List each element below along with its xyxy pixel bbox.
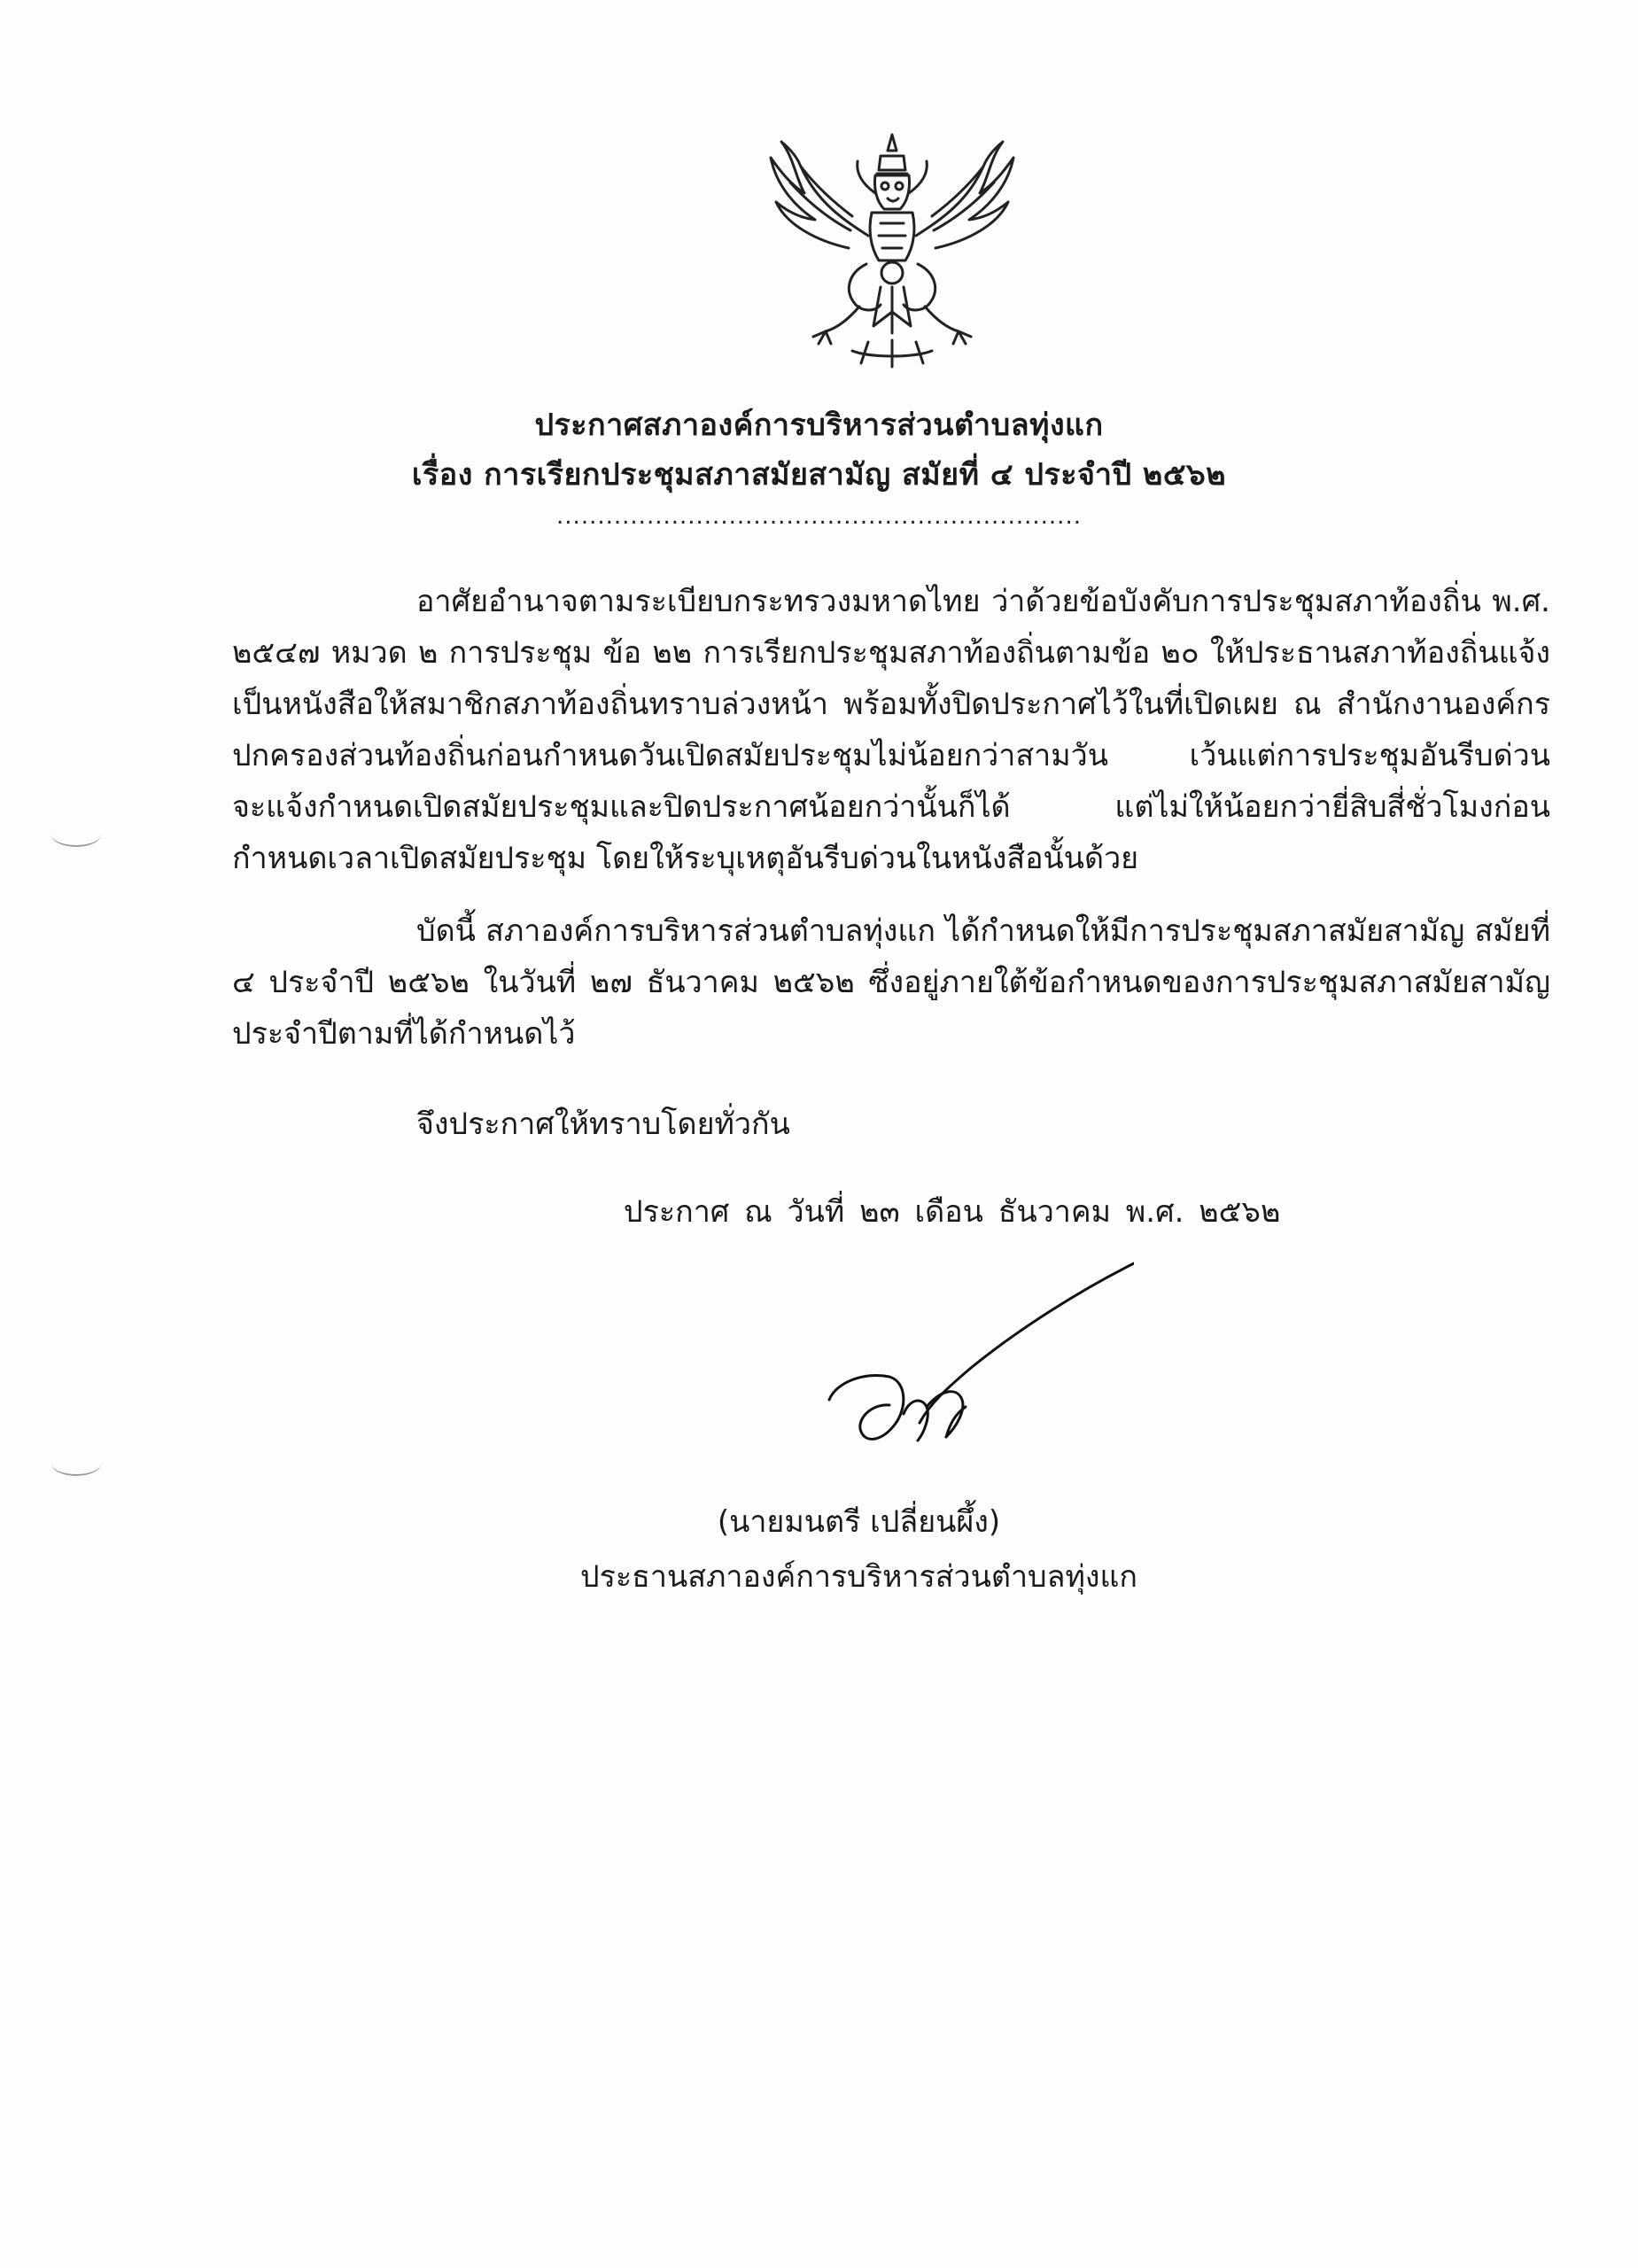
- punch-hole-mark: [51, 1451, 101, 1476]
- handwritten-signature: [815, 1258, 1134, 1471]
- announcement-subject: เรื่อง การเรียกประชุมสภาสมัยสามัญ สมัยที่ ๔ ประจำปี ๒๕๖๒: [411, 457, 1227, 493]
- body-paragraph-1: [232, 576, 1550, 884]
- body-paragraph-3: [232, 1099, 1550, 1150]
- punch-hole-mark: [51, 822, 101, 847]
- signatory-name: (นายมนตรี เปลี่ยนผึ้ง): [717, 1504, 1001, 1540]
- paragraph-text: บัดนี้ สภาองค์การบริหารส่วนตำบลทุ่งแก ได้กำหนดให้มีการประชุมสภาสมัยสามัญ สมัยที่ ๔ ประจำปี ๒๕๖๒ ในวันที่ ๒๗ ธันวาคม ๒๕๖๒ ซึ่งอยู่ภายใต้ข้อกำหนดของการประชุมสภาสมัยสามัญประจำปีตามที่ได้กำหนดไว้: [232, 913, 1550, 1052]
- body-paragraph-2: [232, 905, 1550, 1060]
- garuda-emblem-icon: [764, 131, 1021, 370]
- announcement-date: ประกาศ ณ วันที่ ๒๓ เดือน ธันวาคม พ.ศ. ๒๕๖๒: [624, 1194, 1281, 1230]
- paragraph-text: จึงประกาศให้ทราบโดยทั่วกัน: [416, 1107, 790, 1142]
- signatory-position: ประธานสภาองค์การบริหารส่วนตำบลทุ่งแก: [580, 1559, 1137, 1595]
- paragraph-text: อาศัยอำนาจตามระเบียบกระทรวงมหาดไทย ว่าด้วยข้อบังคับการประชุมสภาท้องถิ่น พ.ศ. ๒๕๔๗ หมวด ๒ การประชุม ข้อ ๒๒ การเรียกประชุมสภาท้องถิ่นตามข้อ ๒๐ ให้ประธานสภาท้องถิ่นแจ้งเป็นหนังสือให้สมาชิกสภาท้องถิ่นทราบล่วงหน้า พร้อมทั้งปิดประกาศไว้ในที่เปิดเผย ณ สำนักงานองค์กรปกครองส่วนท้องถิ่นก่อนกำหนดวันเปิดสมัยประชุมไม่น้อยกว่าสามวัน เว้นแต่การประชุมอันรีบด่วนจะแจ้งกำหนดเปิดสมัยประชุมและปิดประกาศน้อยกว่านั้นก็ได้ แต่ไม่ให้น้อยกว่ายี่สิบสี่ชั่วโมงก่อนกำหนดเวลาเปิดสมัยประชุม โดยให้ระบุเหตุอันรีบด่วนในหนังสือนั้นด้วย: [232, 584, 1550, 876]
- dotted-divider: ................................................................: [556, 503, 1082, 530]
- announcement-title: ประกาศสภาองค์การบริหารส่วนตำบลทุ่งแก: [534, 408, 1104, 443]
